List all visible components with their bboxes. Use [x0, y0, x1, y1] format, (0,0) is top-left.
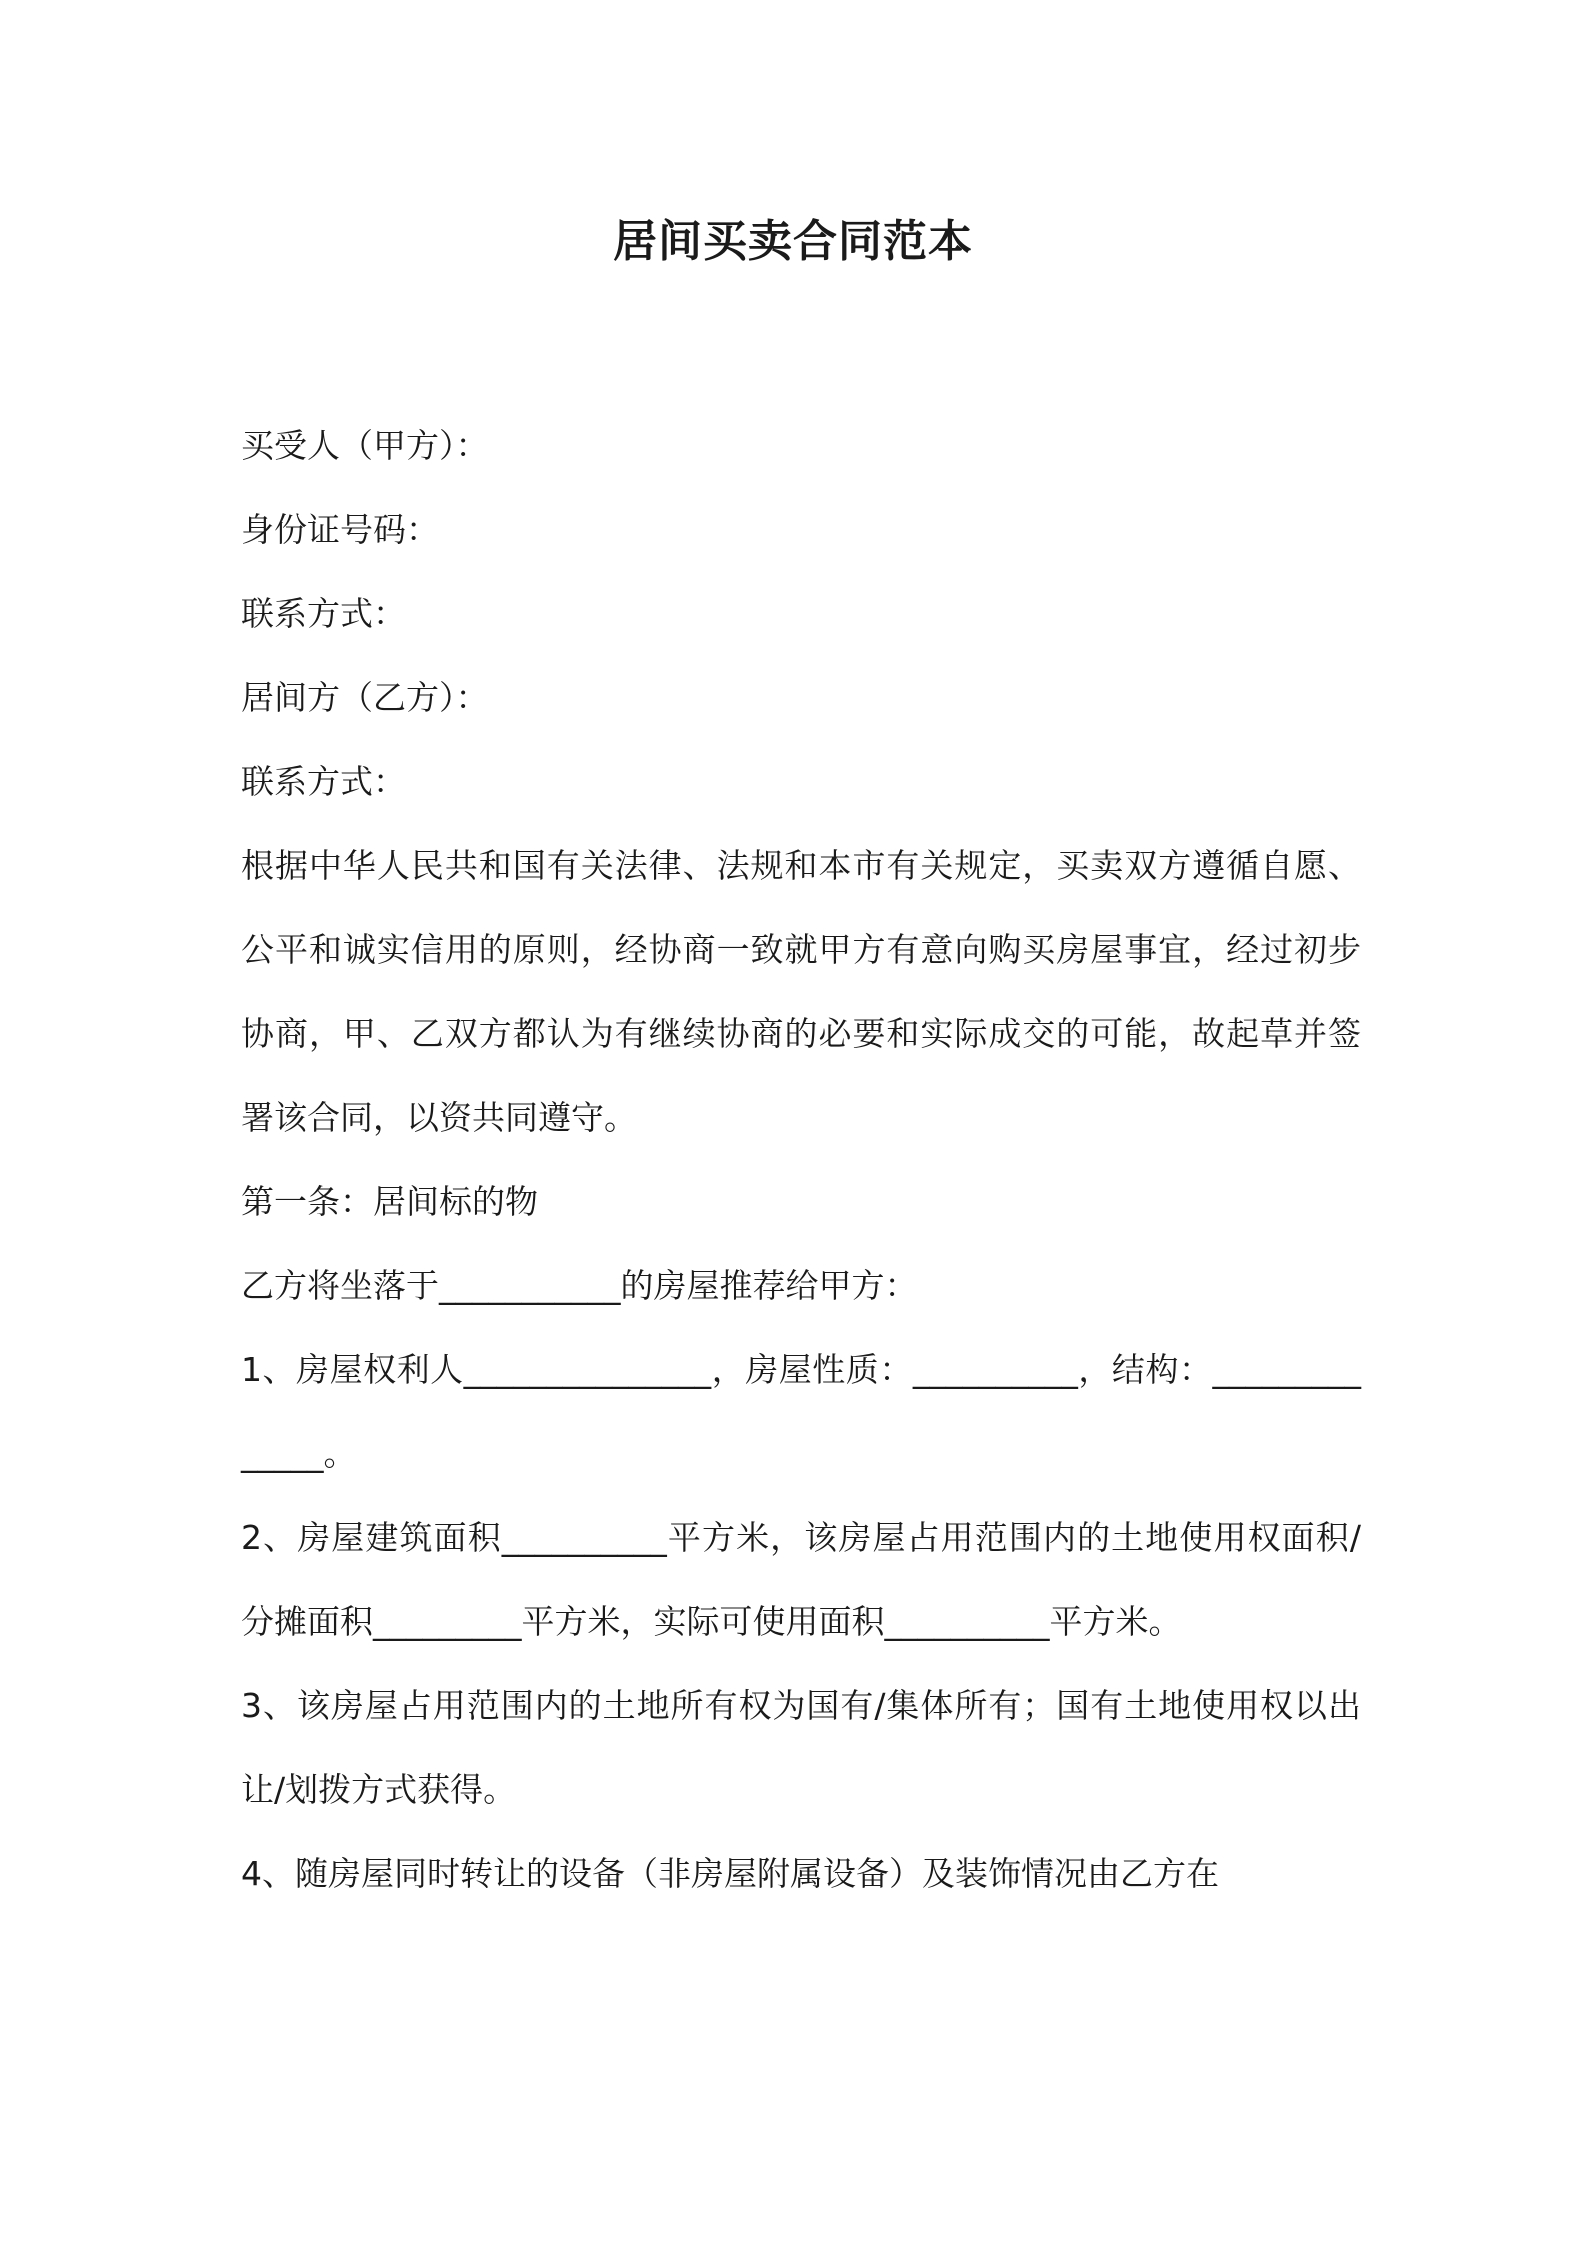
party-a-id-number-line: 身份证号码： [241, 510, 439, 549]
clause-3-land-rights: 3、该房屋占用范围内的土地所有权为国有/集体所有；国有土地使用权以出让/划拨方式获得。 [241, 1686, 1361, 1809]
party-a-buyer-line: 买受人（甲方）： [241, 426, 489, 465]
article-one-heading: 第一条：居间标的物 [241, 1182, 538, 1221]
clause-1-owner-nature-structure: 1、房屋权利人_______________，房屋性质：__________，结构：______________。 [241, 1350, 1361, 1473]
document-body [241, 404, 1361, 1916]
property-location-line: 乙方将坐落于___________的房屋推荐给甲方： [241, 1266, 918, 1305]
party-b-contact-line: 联系方式： [241, 762, 406, 801]
party-b-intermediary-line: 居间方（乙方）： [241, 678, 489, 717]
clause-2-area: 2、房屋建筑面积__________平方米，该房屋占用范围内的土地使用权面积/分摊面积_________平方米，实际可使用面积__________平方米。 [241, 1518, 1361, 1641]
document-title: 居间买卖合同范本 [613, 216, 973, 267]
party-a-contact-line: 联系方式： [241, 594, 406, 633]
clause-4-equipment: 4、随房屋同时转让的设备（非房屋附属设备）及装饰情况由乙方在 [241, 1854, 1219, 1893]
preamble-paragraph: 根据中华人民共和国有关法律、法规和本市有关规定，买卖双方遵循自愿、公平和诚实信用的原则，经协商一致就甲方有意向购买房屋事宜，经过初步协商，甲、乙双方都认为有继续协商的必要和实际成交的可能，故起草并签署该合同，以资共同遵守。 [241, 846, 1361, 1137]
